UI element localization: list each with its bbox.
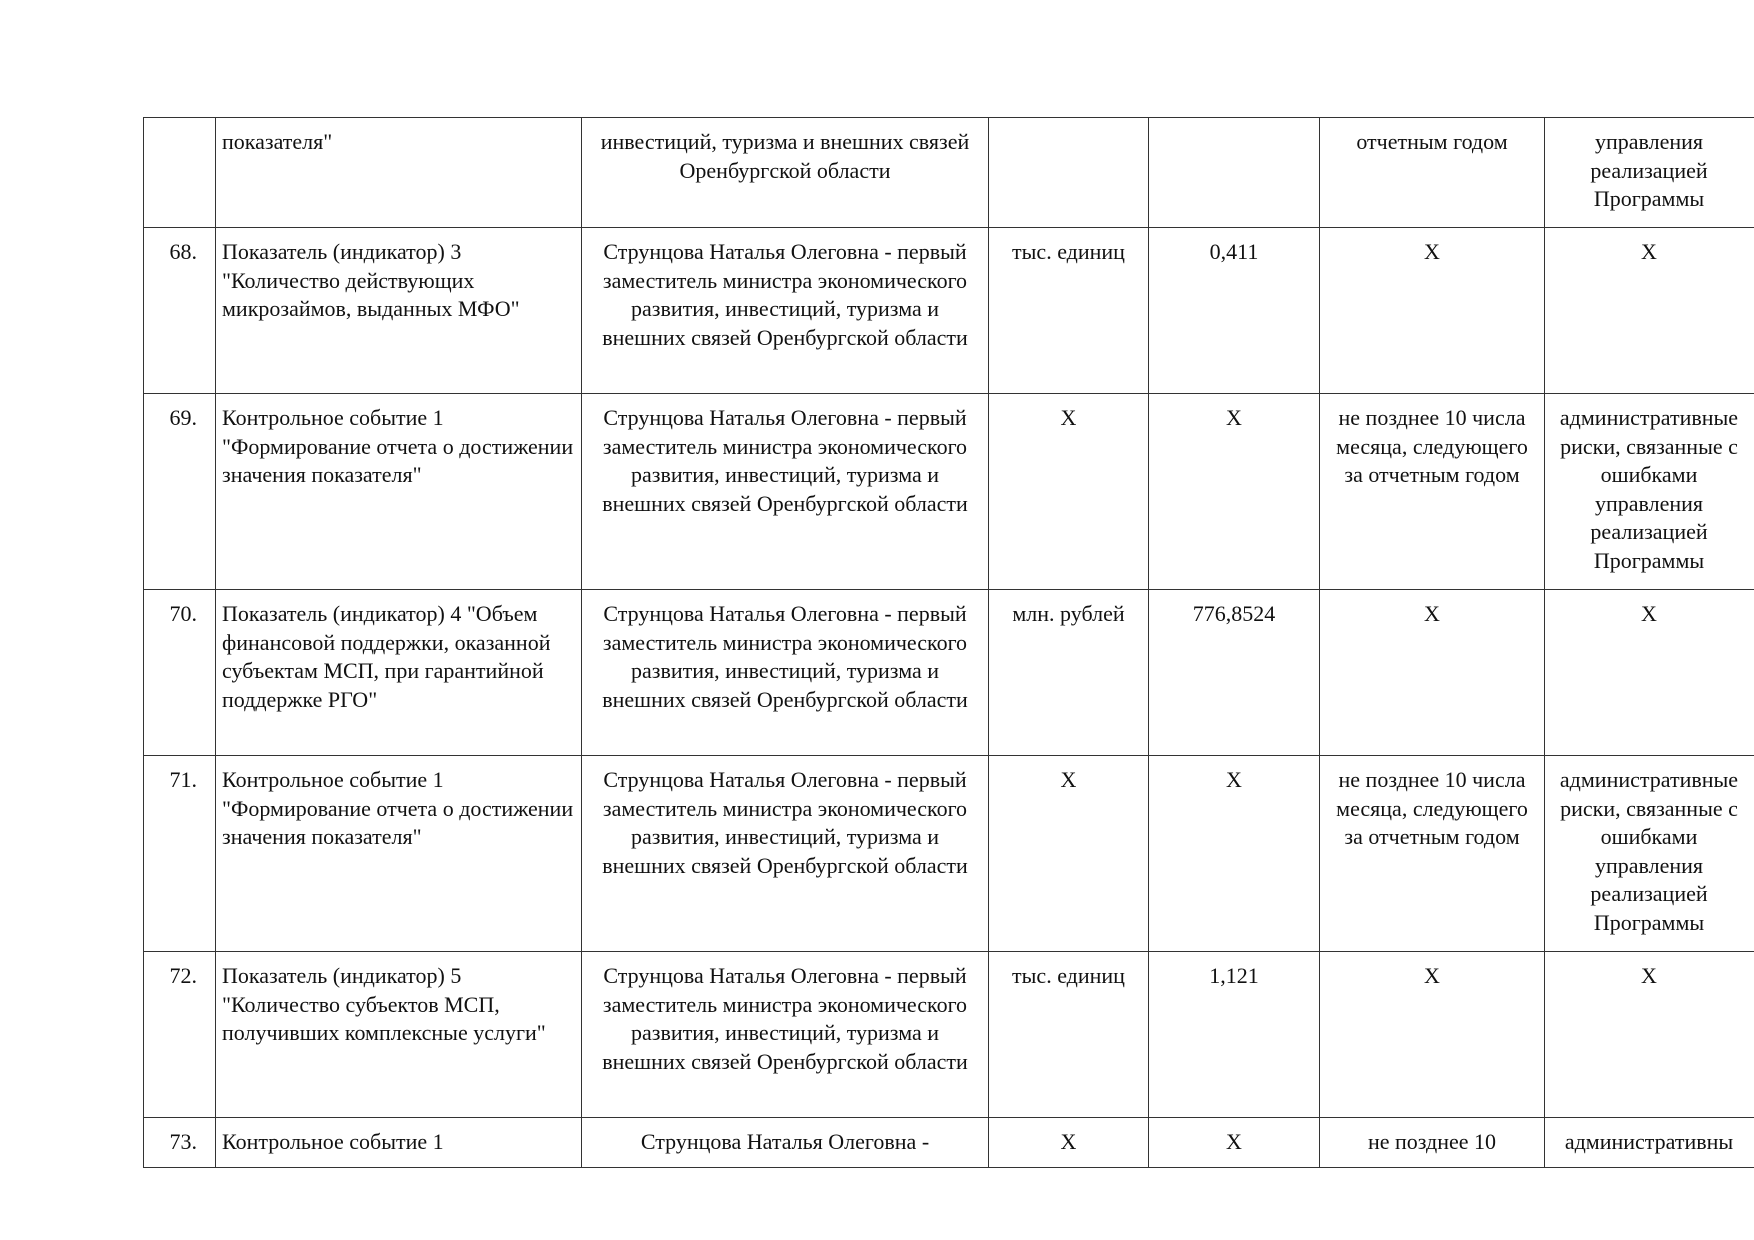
table-row [144, 952, 1754, 1118]
value: X [1149, 394, 1320, 590]
responsible-person: Струнцова Наталья Олеговна - первый заместитель министра экономического развития, инвестиций, туризма и внешних связей Оренбургской области [582, 394, 989, 590]
risks: административные риски, связанные с ошибками управления реализацией Программы [1545, 394, 1754, 590]
indicator-name: Показатель (индикатор) 4 "Объем финансовой поддержки, оказанной субъектам МСП, при гарантийной поддержке РГО" [216, 590, 582, 756]
risks: административны [1545, 1118, 1754, 1168]
table-row [144, 228, 1754, 394]
deadline: X [1320, 590, 1545, 756]
indicator-name: Контрольное событие 1 [216, 1118, 582, 1168]
table-row [144, 756, 1754, 952]
risks: X [1545, 590, 1754, 756]
indicator-name: Контрольное событие 1 "Формирование отчета о достижении значения показателя" [216, 394, 582, 590]
deadline: X [1320, 952, 1545, 1118]
risks: административные риски, связанные с ошибками управления реализацией Программы [1545, 756, 1754, 952]
table-row [144, 394, 1754, 590]
deadline: отчетным годом [1320, 118, 1545, 228]
deadline: X [1320, 228, 1545, 394]
deadline: не позднее 10 [1320, 1118, 1545, 1168]
row-number: 69. [144, 394, 216, 590]
unit: тыс. единиц [989, 228, 1149, 394]
row-number: 72. [144, 952, 216, 1118]
row-number: 71. [144, 756, 216, 952]
value: X [1149, 756, 1320, 952]
indicator-name: Показатель (индикатор) 5 "Количество субъектов МСП, получивших комплексные услуги" [216, 952, 582, 1118]
unit: X [989, 756, 1149, 952]
indicator-name: Контрольное событие 1 "Формирование отчета о достижении значения показателя" [216, 756, 582, 952]
unit [989, 118, 1149, 228]
row-number: 68. [144, 228, 216, 394]
responsible-person: Струнцова Наталья Олеговна - первый заместитель министра экономического развития, инвестиций, туризма и внешних связей Оренбургской области [582, 756, 989, 952]
unit: X [989, 394, 1149, 590]
row-number [144, 118, 216, 228]
deadline: не позднее 10 числа месяца, следующего за отчетным годом [1320, 394, 1545, 590]
table-row [144, 118, 1754, 228]
value [1149, 118, 1320, 228]
unit: тыс. единиц [989, 952, 1149, 1118]
value: 776,8524 [1149, 590, 1320, 756]
responsible-person: Струнцова Наталья Олеговна - первый заместитель министра экономического развития, инвестиций, туризма и внешних связей Оренбургской области [582, 228, 989, 394]
responsible-person: инвестиций, туризма и внешних связей Оренбургской области [582, 118, 989, 228]
unit: млн. рублей [989, 590, 1149, 756]
indicator-name: Показатель (индикатор) 3 "Количество действующих микрозаймов, выданных МФО" [216, 228, 582, 394]
unit: X [989, 1118, 1149, 1168]
risks: X [1545, 228, 1754, 394]
table-row [144, 1118, 1754, 1168]
value: X [1149, 1118, 1320, 1168]
table-row [144, 590, 1754, 756]
indicator-name: показателя" [216, 118, 582, 228]
responsible-person: Струнцова Наталья Олеговна - первый заместитель министра экономического развития, инвестиций, туризма и внешних связей Оренбургской области [582, 590, 989, 756]
deadline: не позднее 10 числа месяца, следующего за отчетным годом [1320, 756, 1545, 952]
row-number: 73. [144, 1118, 216, 1168]
responsible-person: Струнцова Наталья Олеговна - первый заместитель министра экономического развития, инвестиций, туризма и внешних связей Оренбургской области [582, 952, 989, 1118]
value: 0,411 [1149, 228, 1320, 394]
row-number: 70. [144, 590, 216, 756]
control-events-table [143, 117, 1754, 1168]
value: 1,121 [1149, 952, 1320, 1118]
responsible-person: Струнцова Наталья Олеговна - [582, 1118, 989, 1168]
risks: управления реализацией Программы [1545, 118, 1754, 228]
risks: X [1545, 952, 1754, 1118]
